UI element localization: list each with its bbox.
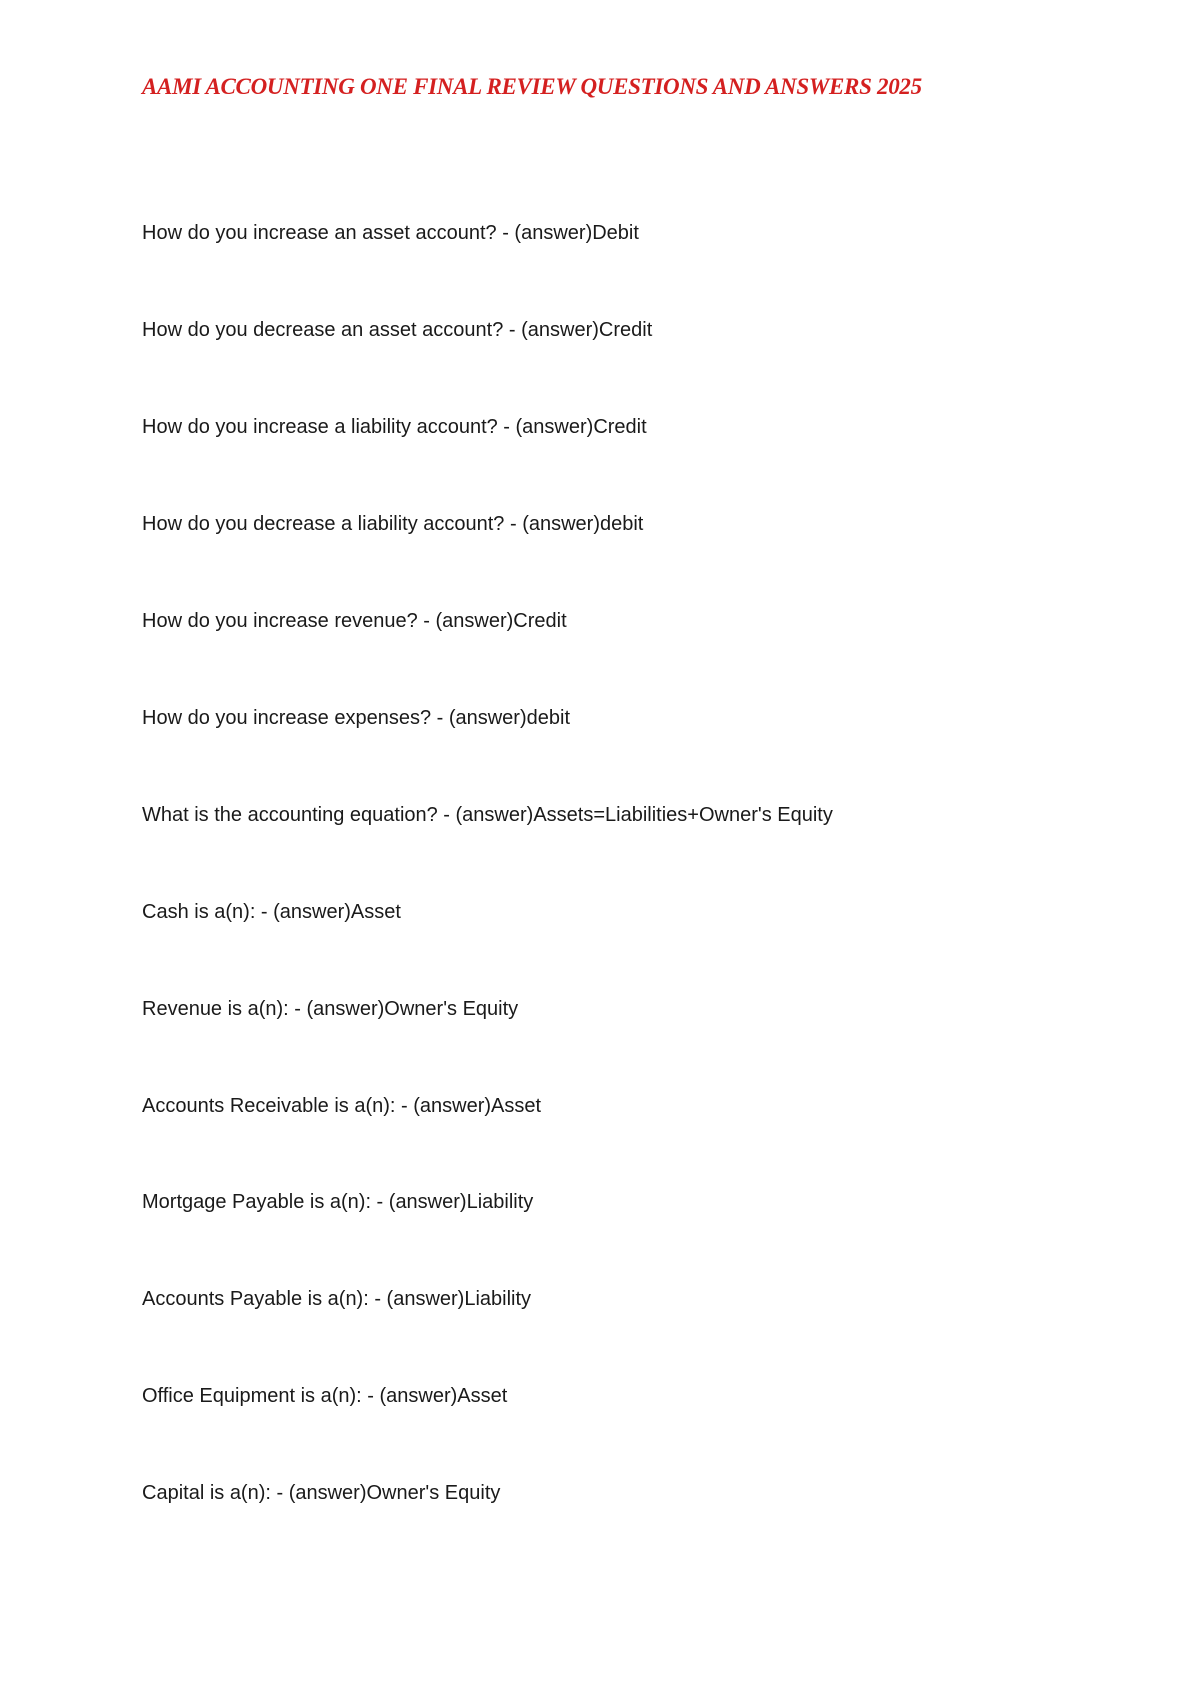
qa-item: Revenue is a(n): - (answer)Owner's Equity [142, 998, 519, 1020]
qa-item: How do you decrease a liability account? - (answer)debit [142, 513, 644, 535]
qa-item: What is the accounting equation? - (answer)Assets=Liabilities+Owner's Equity [142, 804, 833, 826]
qa-item: Accounts Receivable is a(n): - (answer)Asset [142, 1095, 542, 1117]
qa-item: Accounts Payable is a(n): - (answer)Liability [142, 1288, 532, 1310]
qa-item: Office Equipment is a(n): - (answer)Asset [142, 1385, 508, 1407]
qa-item: How do you increase expenses? - (answer)debit [142, 707, 570, 729]
document-title: AAMI ACCOUNTING ONE FINAL REVIEW QUESTIONS AND ANSWERS 2025 [142, 74, 922, 99]
qa-item: Capital is a(n): - (answer)Owner's Equity [142, 1482, 501, 1504]
qa-item: How do you increase an asset account? - (answer)Debit [142, 222, 639, 244]
qa-item: How do you increase revenue? - (answer)Credit [142, 610, 567, 632]
qa-item: Mortgage Payable is a(n): - (answer)Liability [142, 1191, 534, 1213]
qa-item: Cash is a(n): - (answer)Asset [142, 901, 401, 923]
qa-item: How do you increase a liability account? - (answer)Credit [142, 416, 647, 438]
qa-item: How do you decrease an asset account? - (answer)Credit [142, 319, 653, 341]
